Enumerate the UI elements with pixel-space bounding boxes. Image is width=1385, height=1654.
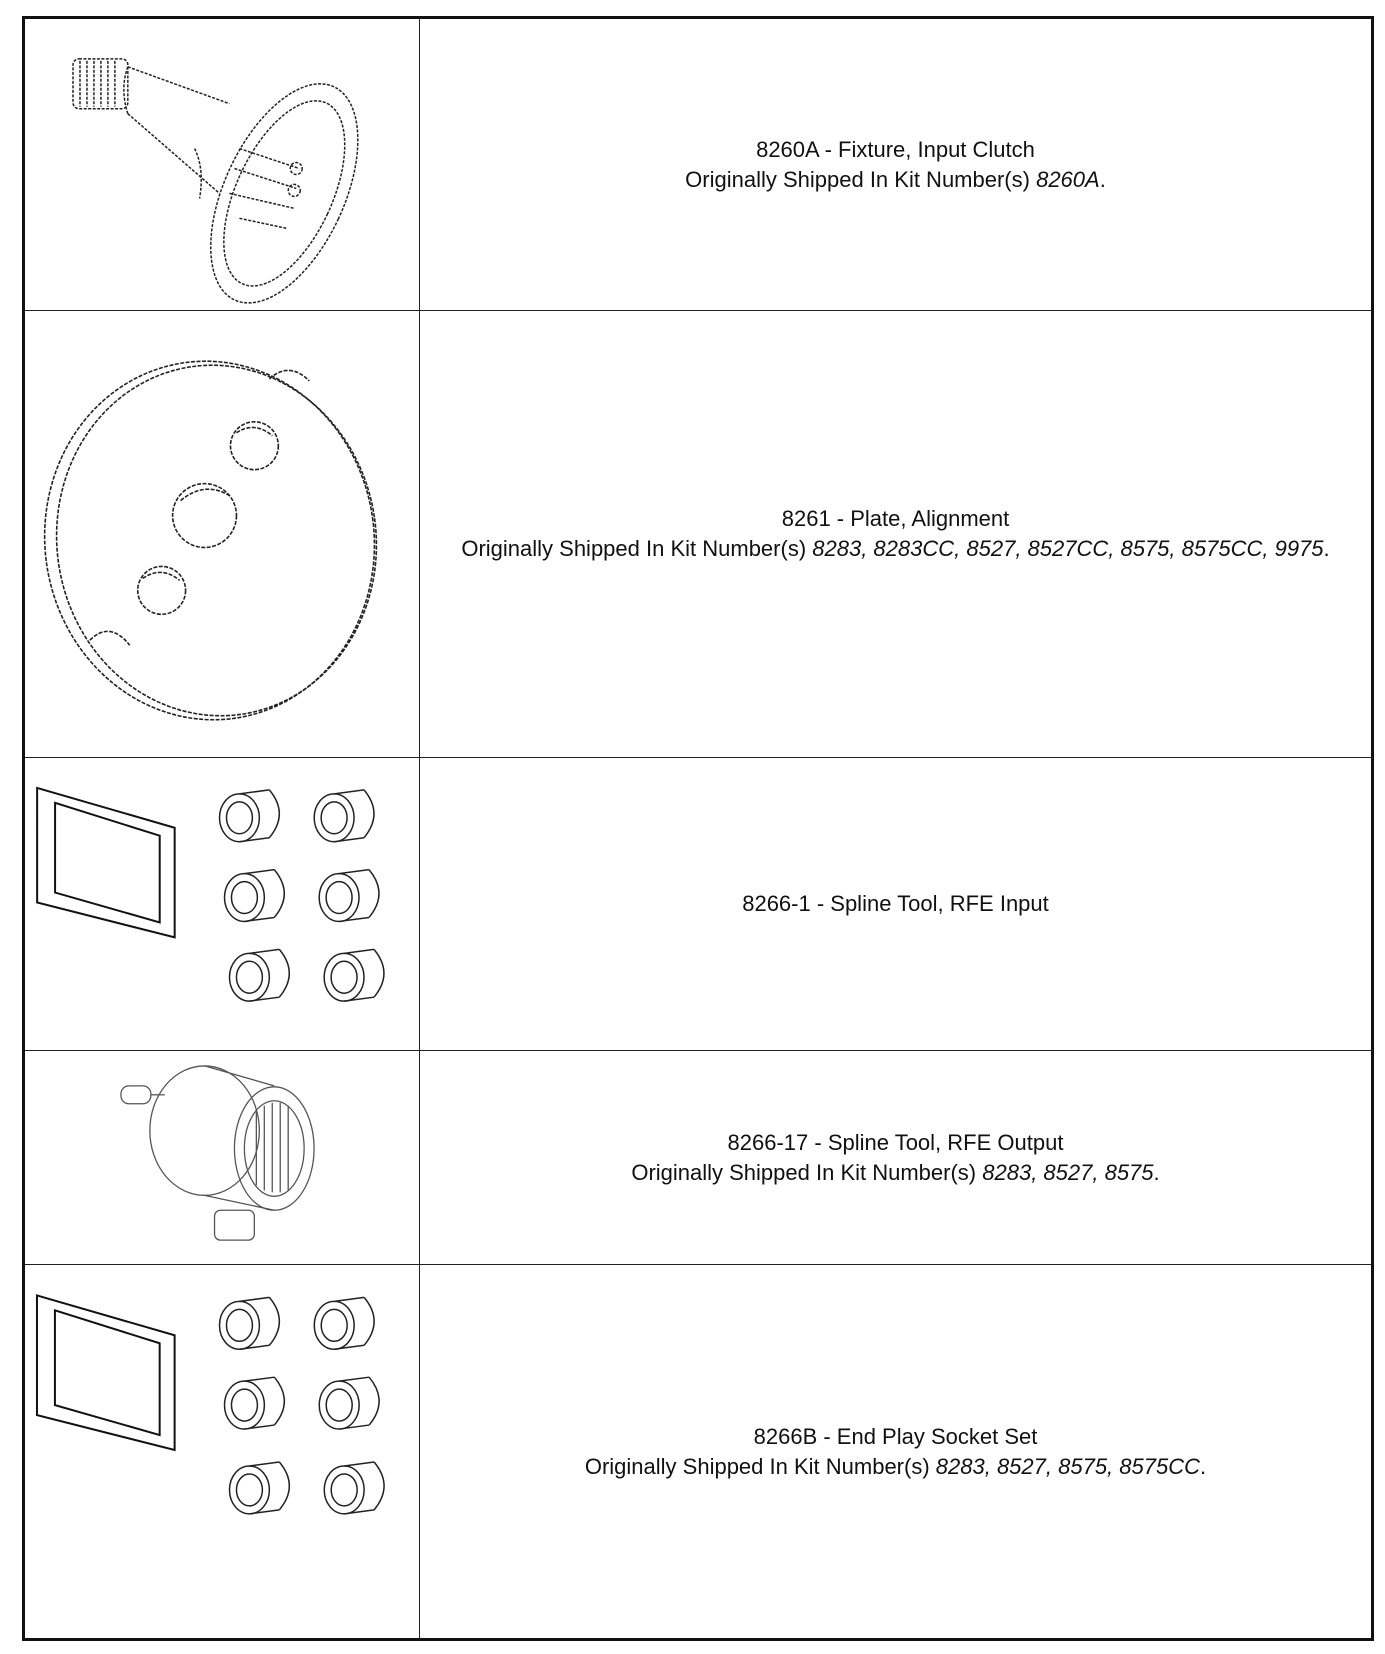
tool-title: 8266-1 - Spline Tool, RFE Input: [742, 891, 1049, 916]
tool-image-cell: [25, 1051, 420, 1264]
tool-image-cell: [25, 19, 420, 310]
kits-suffix: .: [1200, 1453, 1207, 1479]
spline-tool-input-drawing: [25, 758, 419, 1050]
tool-row: [25, 1051, 1371, 1265]
tool-sheet: [22, 16, 1374, 1641]
kits-suffix: .: [1099, 166, 1106, 192]
tool-kits-line: [461, 534, 1329, 564]
tool-title: 8266-17 - Spline Tool, RFE Output: [727, 1129, 1064, 1155]
tool-description: [420, 1051, 1371, 1264]
input-clutch-fixture-drawing: [25, 19, 419, 310]
tool-kits-line: [631, 1158, 1159, 1188]
tool-row: [25, 311, 1371, 758]
alignment-plate-drawing: [25, 311, 419, 757]
tool-description: [420, 758, 1371, 1050]
tool-title: 8261 - Plate, Alignment: [781, 506, 1010, 531]
tool-title: 8260A - Fixture, Input Clutch: [756, 136, 1035, 162]
kit-numbers: 8283, 8283CC, 8527, 8527CC, 8575, 8575CC, 9975: [812, 536, 1324, 561]
tool-title: 8266B - End Play Socket Set: [753, 1423, 1038, 1449]
tool-description: [420, 19, 1371, 310]
spline-tool-output-drawing: [25, 1051, 419, 1264]
end-play-socket-set-drawing: [25, 1265, 419, 1638]
kits-prefix: Originally Shipped In Kit Number(s): [584, 1453, 936, 1479]
tool-image-cell: [25, 311, 420, 757]
tool-kits-line: [585, 1452, 1206, 1482]
tool-image-cell: [25, 758, 420, 1050]
tool-description: [420, 1265, 1371, 1638]
kit-numbers: 8283, 8527, 8575, 8575CC: [935, 1453, 1200, 1479]
tool-row: [25, 758, 1371, 1051]
kit-numbers: 8283, 8527, 8575: [982, 1159, 1154, 1185]
kits-suffix: .: [1153, 1159, 1160, 1185]
tool-kits-line: [685, 165, 1106, 195]
kits-prefix: Originally Shipped In Kit Number(s): [461, 536, 813, 561]
kits-prefix: Originally Shipped In Kit Number(s): [631, 1159, 983, 1185]
kits-suffix: .: [1323, 536, 1330, 561]
kits-prefix: Originally Shipped In Kit Number(s): [685, 166, 1037, 192]
tool-row: [25, 19, 1371, 311]
tool-image-cell: [25, 1265, 420, 1638]
tool-description: [420, 311, 1371, 757]
tool-row: [25, 1265, 1371, 1638]
kit-numbers: 8260A: [1036, 166, 1100, 192]
